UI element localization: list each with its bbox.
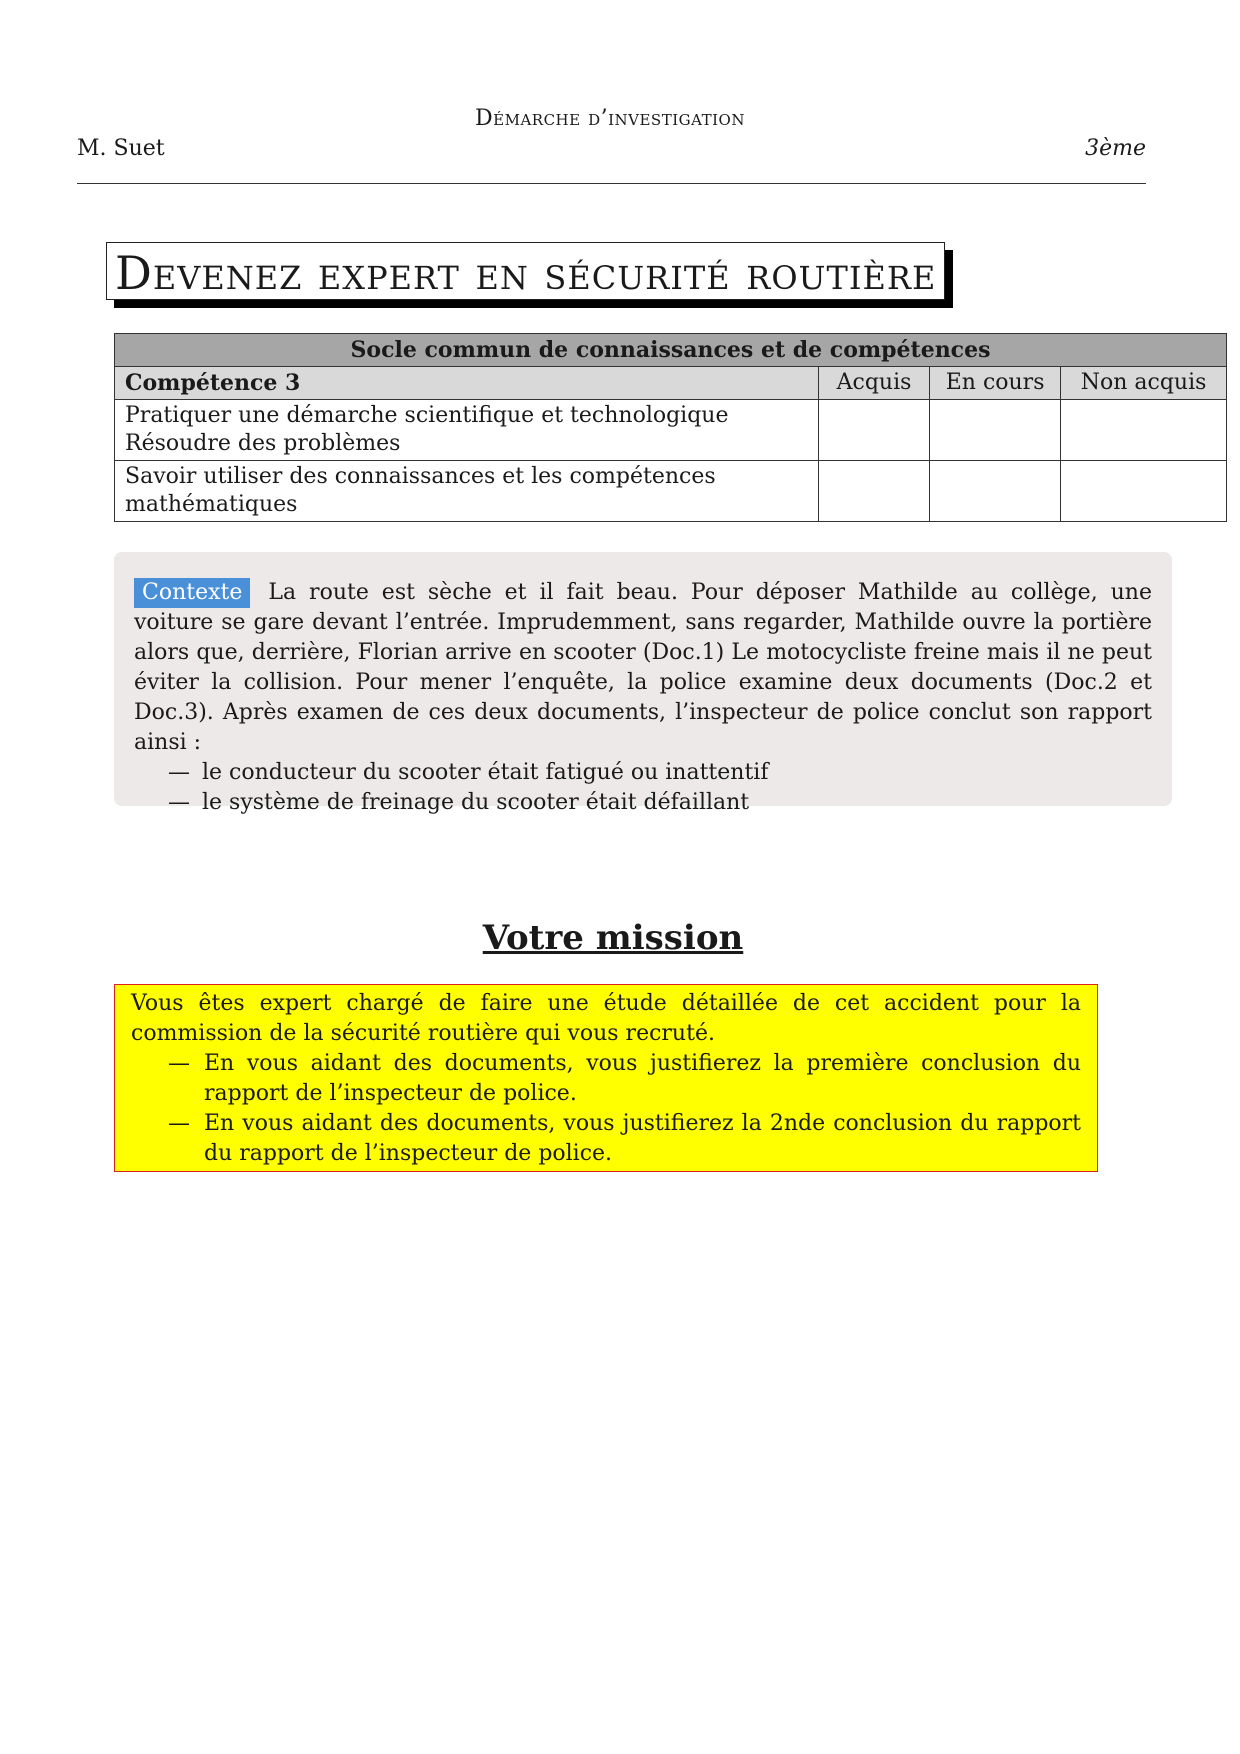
mission-intro: Vous êtes expert chargé de faire une étude détaillée de cet accident pour la commission de la sécurité routière qui vous recruté. [131,991,1081,1046]
header-subject: Démarche d’investigation [475,106,745,131]
list-item [168,758,1152,788]
table-row [115,461,1227,522]
cell-en-cours[interactable] [930,400,1061,461]
table-header-row [115,334,1227,367]
header-grade: 3ème [1085,136,1146,161]
table-heading: Socle commun de connaissances et de compétences [115,334,1227,367]
cell-non-acquis[interactable] [1061,400,1227,461]
cell-en-cours[interactable] [930,461,1061,522]
dash-bullet: — [168,760,190,785]
dash-bullet: — [168,790,190,815]
row-label-line: Résoudre des problèmes [125,431,401,456]
cell-acquis[interactable] [818,461,929,522]
list-item-text: En vous aidant des documents, vous justifierez la 2nde conclusion du rapport du rapport de l’inspecteur de police. [204,1111,1081,1166]
competence-table [114,333,1227,522]
context-text: La route est sèche et il fait beau. Pour déposer Mathilde au collège, une voiture se gare devant l’entrée. Imprudemment, sans regarder, Mathilde ouvre la portière alors que, derrière, Florian arrive en scooter (Doc.1) Le motocycliste freine mais il ne peut éviter la collision. Pour mener l’enquête, la police examine deux documents (Doc.2 et Doc.3). Après examen de ces deux documents, l’inspecteur de police conclut son rapport ainsi : [134,580,1152,755]
dash-bullet: — [168,1111,190,1136]
context-list [134,758,1152,818]
row-label [115,400,819,461]
competence-label: Compétence 3 [115,367,819,400]
title-box [106,242,945,300]
header-teacher: M. Suet [77,136,165,161]
mission-list [131,1049,1081,1169]
column-non-acquis: Non acquis [1061,367,1227,400]
list-item [168,788,1152,818]
mission-content [131,989,1081,1169]
row-label [115,461,819,522]
list-item [131,1049,1081,1109]
column-acquis: Acquis [818,367,929,400]
mission-box [114,984,1098,1172]
column-en-cours: En cours [930,367,1061,400]
dash-bullet: — [168,1051,190,1076]
page-title: Devenez expert en sécurité routière [115,246,937,300]
context-box [114,552,1172,815]
context-content [134,578,1152,818]
row-label-line: Savoir utiliser des connaissances et les compétences mathématiques [125,464,716,517]
cell-non-acquis[interactable] [1061,461,1227,522]
header-divider [77,183,1146,184]
row-label-line: Pratiquer une démarche scientifique et technologique [125,403,729,428]
title-block [106,242,945,300]
table-subheader-row [115,367,1227,400]
list-item-text: En vous aidant des documents, vous justifierez la première conclusion du rapport de l’inspecteur de police. [204,1051,1081,1106]
context-label: Contexte [134,578,250,608]
list-item-text: le conducteur du scooter était fatigué ou inattentif [202,760,769,785]
mission-title: Votre mission [482,918,744,958]
list-item [131,1109,1081,1169]
list-item-text: le système de freinage du scooter était défaillant [202,790,750,815]
cell-acquis[interactable] [818,400,929,461]
table-row [115,400,1227,461]
